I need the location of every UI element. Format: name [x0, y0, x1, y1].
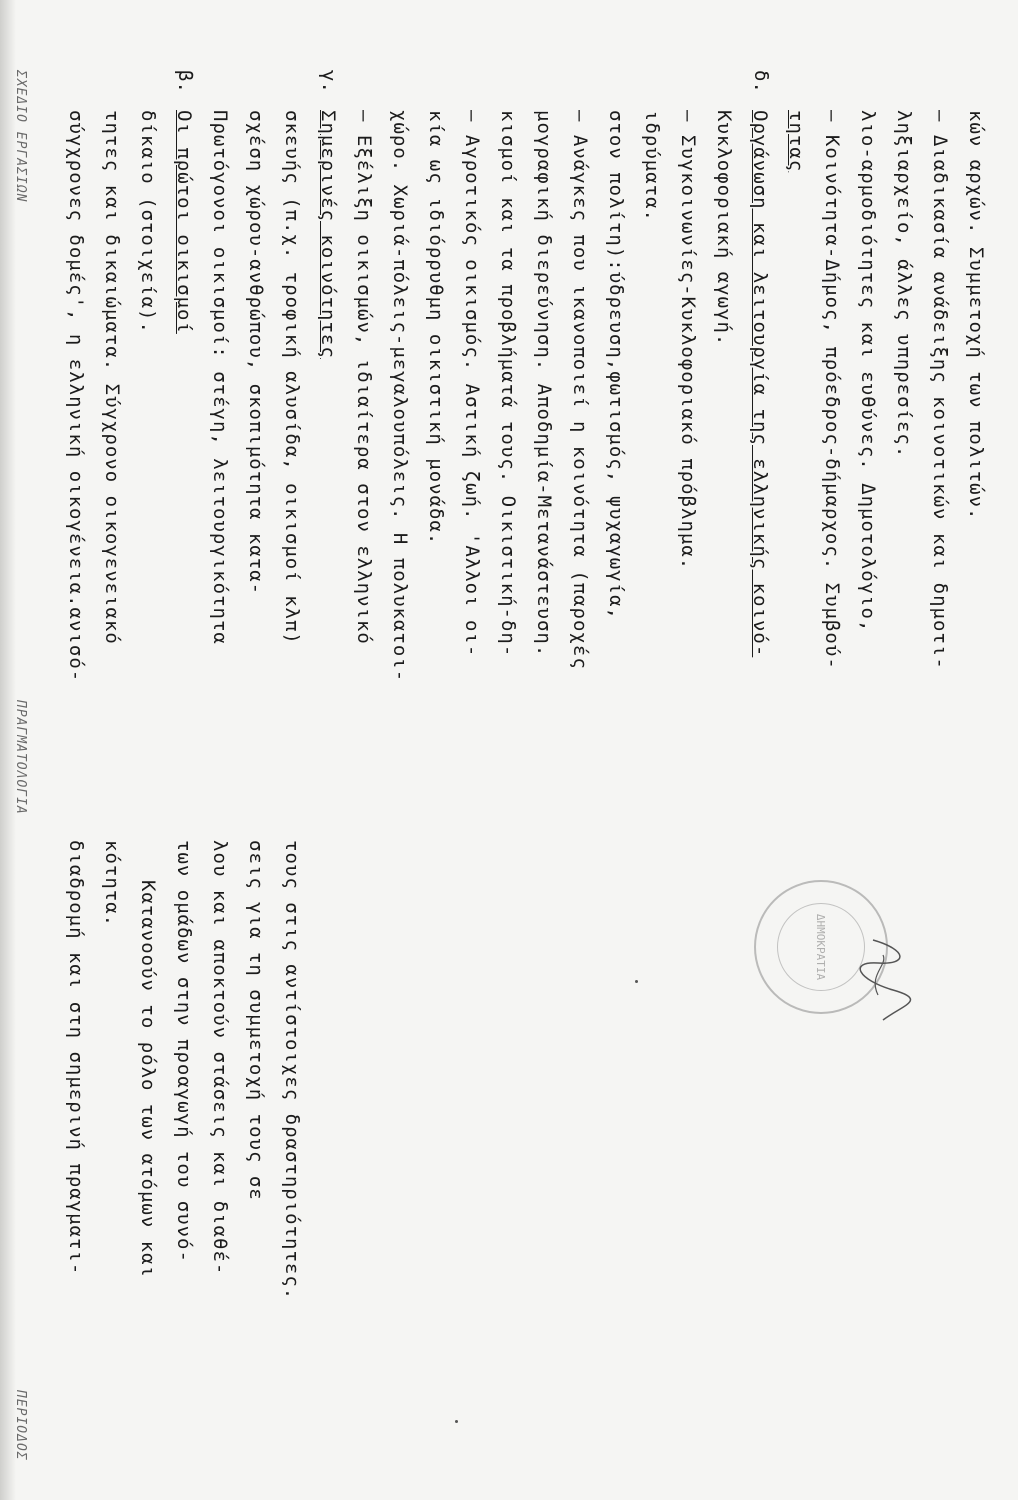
text-line: κία ως ιδιόρρυθμη οικιστική μονάδα. — [425, 110, 447, 546]
text-line: κισμοί και τα προβλήματά τους. Οικιστική-δη- — [497, 110, 519, 658]
text-line: – Συγκοινωνίες-Κυκλοφοριακό πρόβλημα. — [677, 110, 699, 571]
text-line: – Κοινότητα-Δήμος, πρόεδρος-δήμαρχος. Συμβού- — [821, 110, 843, 670]
signature-scribble — [853, 935, 913, 1025]
header-right: ΠΕΡΙΟΔΟΣ — [13, 1390, 28, 1461]
section-heading: Σημερινές κοινότητες — [317, 110, 339, 359]
section-label-gamma: γ. — [318, 70, 340, 93]
stamp-text: ΔΗΜΟΚΡΑΤΙΑ — [814, 913, 828, 981]
text-line: σχέση χώρου-ανθρώπου, σκοπιμότητα κατα- — [245, 110, 267, 596]
text-line: λιο-αρμοδιότητες και ευθύνες. Δημοτολόγιο, — [857, 110, 879, 633]
section-heading: Οι πρώτοι οικισμοί — [173, 110, 195, 334]
text-line: χώρο. Χωριά-πόλεις-μεγαλουπόλεις. Η πολυκατοι- — [389, 110, 411, 683]
stamp-inner-ring — [777, 903, 865, 991]
text-line: κότητα. — [101, 840, 123, 928]
text-line: – Διαδικασία ανάδειξης κοινοτικών και δημοτι- — [929, 110, 951, 670]
text-line: σεις για τη συμμετοχή τους σε — [245, 840, 267, 1201]
text-line: λου και αποκτούν στάσεις και διαθέ- — [209, 840, 231, 1276]
text-line: μογραφική διερεύνηση. Αποδημία-Μετανάστευση. — [533, 110, 555, 658]
header-mid: ΠΡΑΓΜΑΤΟΛΟΓΙΑ — [13, 700, 28, 815]
header-left: ΣΧΕΔΙΟ ΕΡΓΑΣΙΩΝ — [13, 70, 28, 203]
section-heading-cont: τητας — [785, 110, 807, 173]
text-line: των ομάδων στην προαγωγή του συνό- — [173, 840, 195, 1263]
section-label-beta: β. — [174, 70, 196, 93]
text-line: κών αρχών. Συμμετοχή των πολιτών. — [965, 110, 987, 521]
text-line: – Αγροτικός οικισμός. Αστική ζωή. 'Αλλοι οι- — [461, 110, 483, 658]
text-line: Κατανοούν το ρόλο των ατόμων και — [137, 880, 159, 1279]
text-line: σκευής (π.χ. τροφική αλυσίδα, οικισμοί κλπ) — [281, 110, 303, 645]
scan-speck — [455, 1420, 458, 1423]
text-line: ληξιαρχείο, άλλες υπηρεσίες. — [893, 110, 915, 459]
text-line: – Ανάγκες που ικανοποιεί η κοινότητα (παροχές — [569, 110, 591, 670]
text-line: – Εξέλιξη οικισμών, ιδιαίτερα στον ελληνικό — [353, 110, 375, 645]
text-line: τους στις αντίστοιχες δραστηριότητες. — [281, 840, 303, 1301]
text-line: σύγχρονες δομές', η ελληνική οικογένεια.ανισό- — [65, 110, 87, 683]
section-label-delta: δ. — [750, 70, 772, 93]
text-line: δίκαιο (στοιχεία). — [137, 110, 159, 334]
text-line: Κυκλοφοριακή αγωγή. — [713, 110, 735, 347]
scan-speck — [635, 980, 638, 983]
text-line: ιδρύματα. — [641, 110, 663, 222]
text-line: Πρωτόγονοι οικισμοί: στέγη, λειτουργικότητα — [209, 110, 231, 645]
text-line: διαδρομή και στη σημερινή πραγματι- — [65, 840, 87, 1276]
text-line: στον πολίτη):ύδρευση,φωτισμός, ψυχαγωγία, — [605, 110, 627, 620]
text-line: τητες και δικαιώματα. Σύγχρονο οικογενειακό — [101, 110, 123, 645]
section-heading: Οργάνωση και λειτουργία της ελληνικής κοινό- — [749, 110, 771, 658]
